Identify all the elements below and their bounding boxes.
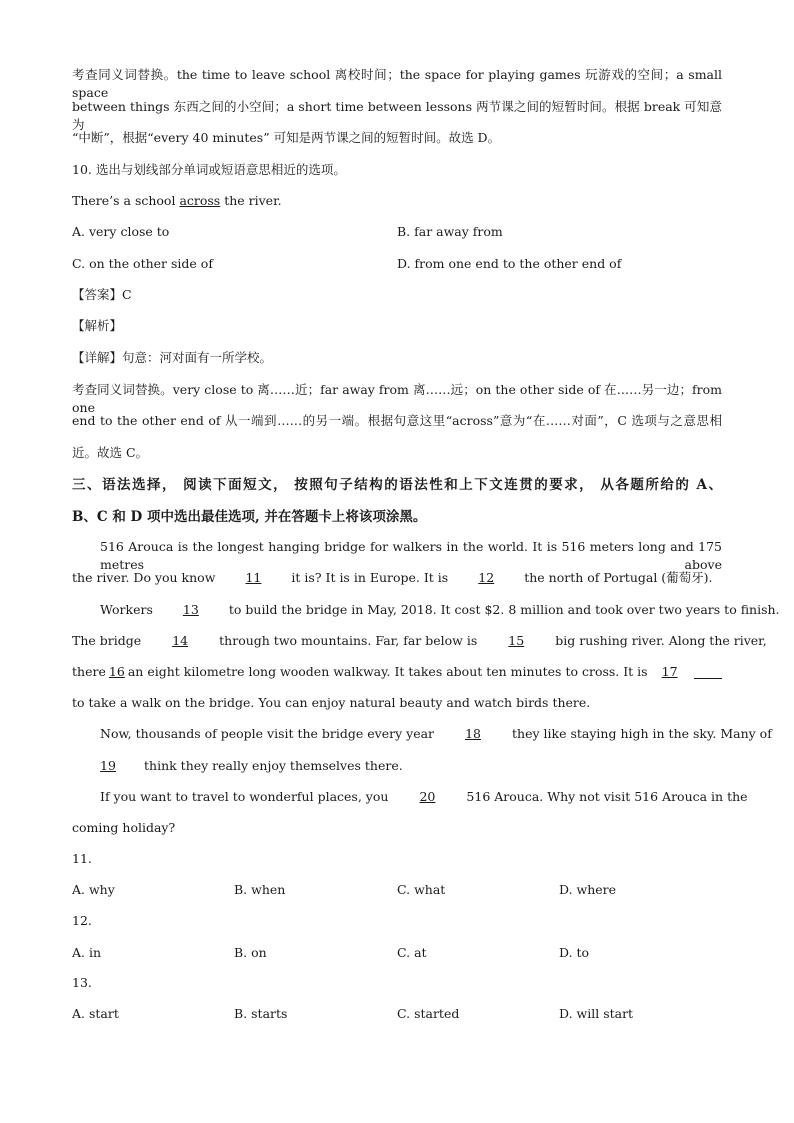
- passage-text: it is? It is in Europe. It is: [291, 570, 449, 585]
- question-number-11: 11.: [72, 851, 92, 866]
- q11-option-b: B. when: [234, 882, 286, 897]
- passage-p4-line-2: coming holiday?: [72, 820, 176, 835]
- q13-option-d: D. will start: [559, 1006, 634, 1021]
- blank-18: 18: [465, 726, 481, 741]
- q10-detail: 【详解】句意：河对面有一所学校。: [72, 350, 273, 365]
- passage-text: Workers: [100, 602, 153, 617]
- question-number-13: 13.: [72, 975, 92, 990]
- q10-analysis-label: 【解析】: [72, 318, 123, 333]
- q10-answer: 【答案】C: [72, 287, 132, 302]
- q13-option-c: C. started: [397, 1006, 460, 1021]
- q10-explain-line-1: 考查同义词替换。very close to 离……近；far away from 离……远；on the other side of 在……另一边；from one: [72, 382, 722, 415]
- section-3-heading-line-2: B、C 和 D 项中选出最佳选项, 并在答题卡上将该项涂黑。: [72, 509, 427, 525]
- passage-text: think they really enjoy themselves there.: [144, 758, 403, 773]
- q10-sentence: [72, 192, 722, 210]
- blank-15: 15: [508, 633, 525, 648]
- blank-14: 14: [172, 633, 189, 648]
- passage-p1-line-1: 516 Arouca is the longest hanging bridge for walkers in the world. It is 516 meters long and 175 metres above: [100, 539, 722, 572]
- q13-option-a: A. start: [72, 1006, 119, 1021]
- q10-sentence-pre: There’s a school: [72, 193, 180, 208]
- question-number-12: 12.: [72, 913, 92, 928]
- blank-11: 11: [245, 570, 262, 585]
- q12-option-a: A. in: [72, 945, 102, 960]
- passage-text: big rushing river. Along the river,: [555, 633, 767, 648]
- passage-p4-line-1: [100, 788, 748, 806]
- section-3-heading-line-1: 三、语法选择， 阅读下面短文， 按照句子结构的语法性和上下文连贯的要求， 从各题所给的 A、: [72, 477, 722, 493]
- passage-text: through two mountains. Far, far below is: [219, 633, 478, 648]
- q10-option-b: B. far away from: [397, 224, 503, 239]
- q12-option-c: C. at: [397, 945, 427, 960]
- passage-p2-line-4: to take a walk on the bridge. You can enjoy natural beauty and watch birds there.: [72, 695, 591, 710]
- passage-text: the north of Portugal (葡萄牙).: [524, 570, 713, 585]
- q9-explain-line-3: “中断”，根据“every 40 minutes” 可知是两节课之间的短暂时间。故选 D。: [72, 130, 501, 145]
- blank-17: 17: [661, 664, 678, 679]
- q10-sentence-post: the river.: [220, 193, 282, 208]
- passage-text: 516 Arouca. Why not visit 516 Arouca in the: [466, 789, 748, 804]
- blank-20: 20: [419, 789, 436, 804]
- q13-option-b: B. starts: [234, 1006, 288, 1021]
- q11-option-c: C. what: [397, 882, 446, 897]
- passage-p2-line-3: [72, 663, 722, 681]
- q10-underlined-word: across: [179, 193, 221, 208]
- blank-17-continuation: [694, 678, 722, 679]
- passage-p1-line-2: [72, 569, 722, 587]
- q12-option-b: B. on: [234, 945, 267, 960]
- blank-12: 12: [478, 570, 495, 585]
- blank-13: 13: [182, 602, 199, 617]
- blank-19: 19: [100, 758, 116, 773]
- q10-explain-line-2: end to the other end of 从一端到……的另一端。根据句意这里“across”意为“在……对面”，C 选项与之意思相: [72, 413, 722, 428]
- passage-text: they like staying high in the sky. Many of: [512, 726, 772, 741]
- q10-option-c: C. on the other side of: [72, 256, 213, 271]
- passage-p2-line-2: [72, 632, 767, 650]
- q11-option-a: A. why: [72, 882, 115, 897]
- passage-text: If you want to travel to wonderful places, you: [100, 789, 389, 804]
- passage-text: Now, thousands of people visit the bridge every year: [100, 726, 435, 741]
- q10-explain-line-3: 近。故选 C。: [72, 445, 149, 460]
- passage-text: the river. Do you know: [72, 570, 216, 585]
- passage-p2-line-1: [100, 601, 780, 619]
- q10-option-a: A. very close to: [72, 224, 170, 239]
- q10-option-d: D. from one end to the other end of: [397, 256, 622, 271]
- q12-option-d: D. to: [559, 945, 590, 960]
- q11-option-d: D. where: [559, 882, 617, 897]
- q9-explain-line-1: 考查同义词替换。the time to leave school 离校时间；the space for playing games 玩游戏的空间；a small space: [72, 67, 722, 100]
- passage-text: The bridge: [72, 633, 142, 648]
- q10-stem: 10. 选出与划线部分单词或短语意思相近的选项。: [72, 162, 346, 177]
- passage-p3-line-1: [100, 725, 772, 743]
- passage-p3-line-2: [72, 757, 722, 775]
- blank-16: 16: [108, 664, 125, 679]
- passage-text: an eight kilometre long wooden walkway. It takes about ten minutes to cross. It is: [127, 664, 648, 679]
- q9-explain-line-2: between things 东西之间的小空间；a short time between lessons 两节课之间的短暂时间。根据 break 可知意为: [72, 99, 722, 132]
- passage-text: to build the bridge in May, 2018. It cost $2. 8 million and took over two years to finish.: [228, 602, 780, 617]
- passage-text: there: [72, 664, 106, 679]
